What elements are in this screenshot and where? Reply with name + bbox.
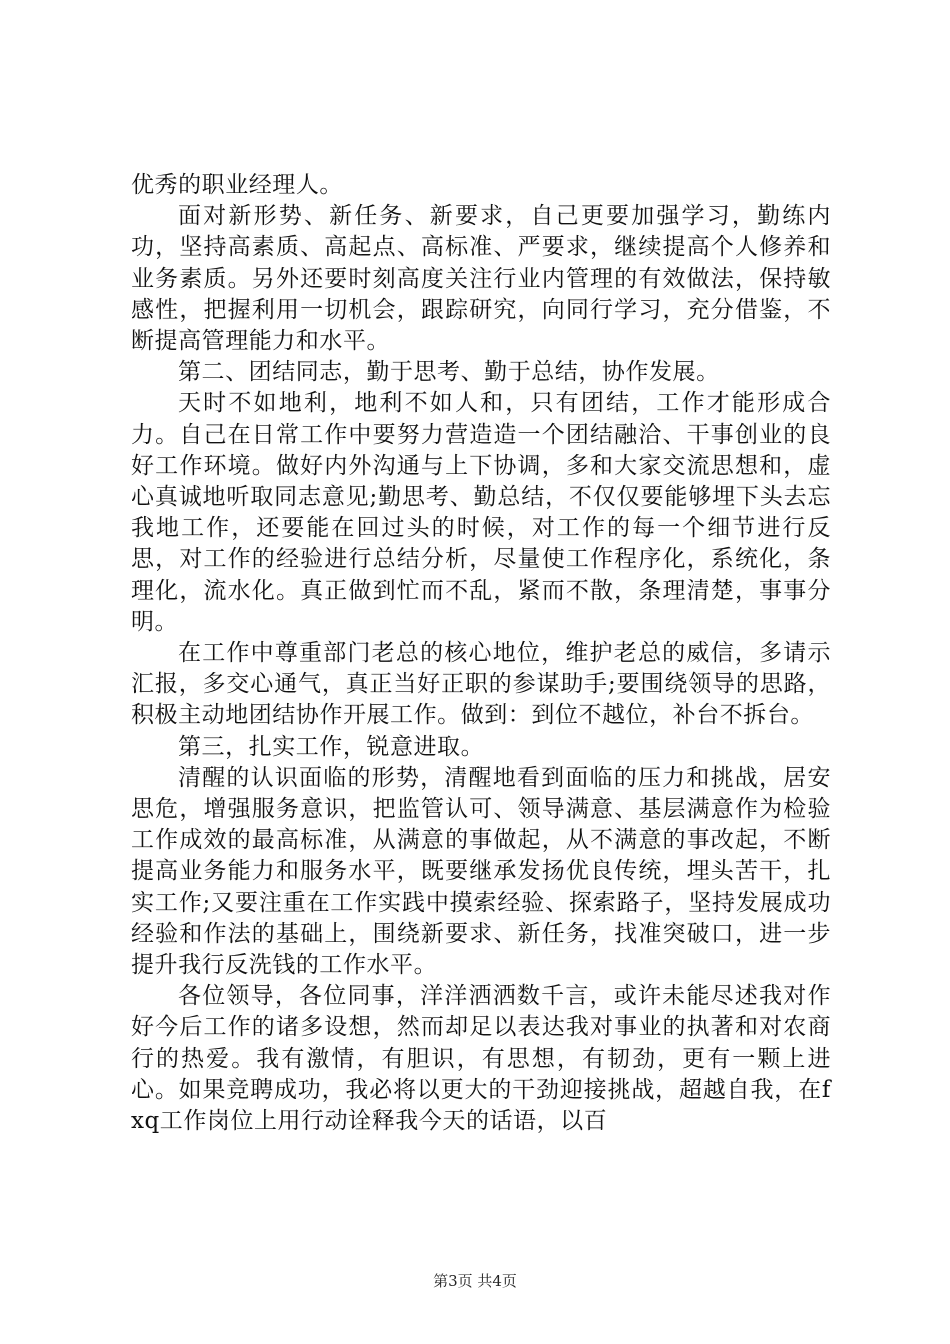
paragraph-continuation: 优秀的职业经理人。 <box>131 172 343 198</box>
paragraph-closing: 各位领导，各位同事，洋洋洒洒数千言，或许未能尽述我对作好今后工作的诸多设想，然而却足以表达我对事业的执著和对农商行的热爱。我有激情，有胆识，有思想，有韧劲，更有一颗上进心。如果竞聘成功，我必将以更大的干劲迎接挑战，超越自我，在fxq工作岗位上用行动诠释我今天的话语，以百 <box>131 983 831 1135</box>
page-number-footer: 第3页 共4页 <box>433 1272 517 1290</box>
paragraph-awareness: 清醒的认识面临的形势，清醒地看到面临的压力和挑战，居安思危，增强服务意识，把监管认可、领导满意、基层满意作为检验工作成效的最高标准，从满意的事做起，从不满意的事改起，不断提高业务能力和服务水平，既要继承发扬优良传统，埋头苦干，扎实工作;又要注重在工作实践中摸索经验、探索路子，坚持发展成功经验和作法的基础上，围绕新要求、新任务，找准突破口，进一步提升我行反洗钱的工作水平。 <box>131 764 831 979</box>
paragraph-respect: 在工作中尊重部门老总的核心地位，维护老总的威信，多请示汇报，多交心通气，真正当好正职的参谋助手;要围绕领导的思路，积极主动地团结协作开展工作。做到：到位不越位，补台不拆台。 <box>131 640 831 729</box>
paragraph-study: 面对新形势、新任务、新要求，自己更要加强学习，勤练内功，坚持高素质、高起点、高标准、严要求，继续提高个人修养和业务素质。另外还要时刻高度关注行业内管理的有效做法，保持敏感性，把握利用一切机会，跟踪研究，向同行学习，充分借鉴，不断提高管理能力和水平。 <box>131 203 831 355</box>
section-heading-2: 第二、团结同志，勤于思考、勤于总结，协作发展。 <box>178 359 720 386</box>
section-heading-3: 第三，扎实工作，锐意进取。 <box>178 733 485 760</box>
paragraph-unity: 天时不如地利，地利不如人和，只有团结，工作才能形成合力。自己在日常工作中要努力营造造一个团结融洽、干事创业的良好工作环境。做好内外沟通与上下协调，多和大家交流思想和，虚心真诚地听取同志意见;勤思考、勤总结，不仅仅要能够埋下头去忘我地工作，还要能在回过头的时候，对工作的每一个细节进行反思，对工作的经验进行总结分析，尽量使工作程序化，系统化，条理化，流水化。真正做到忙而不乱，紧而不散，条理清楚，事事分明。 <box>131 390 831 635</box>
document-body <box>131 170 831 1137</box>
